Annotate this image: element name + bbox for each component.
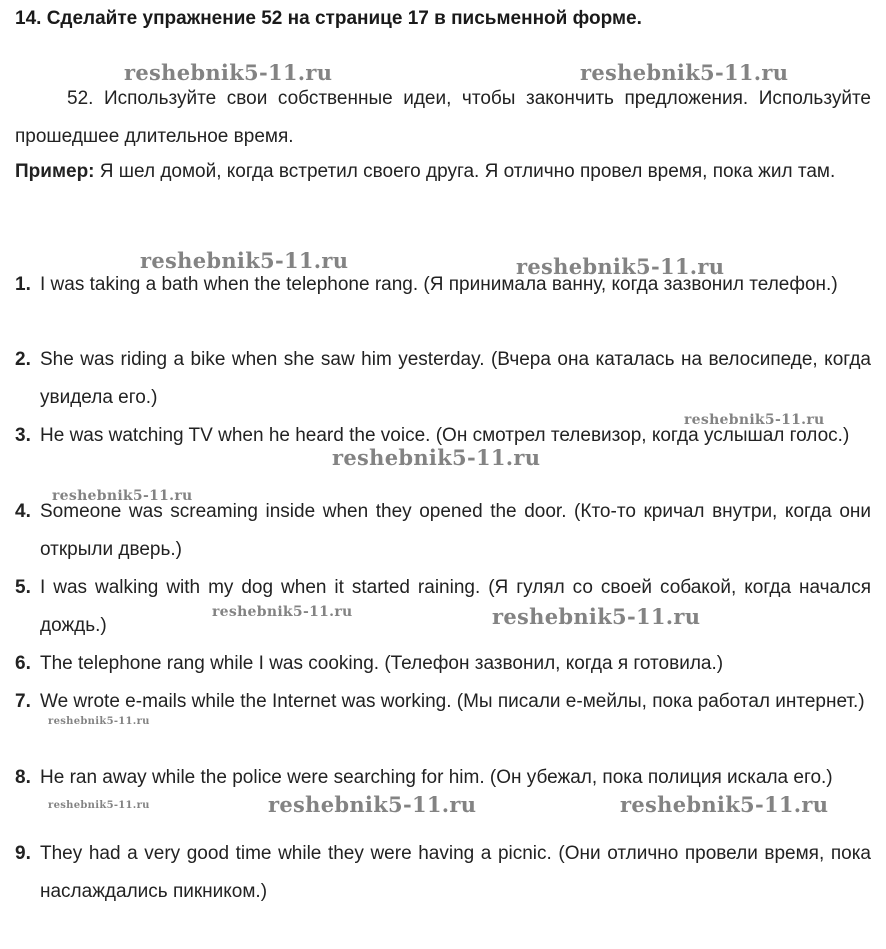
answer-item-1 — [15, 266, 871, 304]
answer-number: 3. — [15, 425, 31, 446]
answer-text: I was walking with my dog when it started raining. (Я гулял со своей собакой, когда начался дождь.) — [40, 577, 871, 636]
answer-number: 1. — [15, 274, 31, 295]
watermark: reshebnik5-11.ru — [124, 60, 333, 85]
watermark: reshebnik5-11.ru — [332, 445, 541, 470]
exercise-heading: 14. Сделайте упражнение 52 на странице 17 в письменной форме. — [15, 8, 642, 29]
answer-item-9 — [15, 835, 871, 911]
exercise-instructions: 52. Используйте свои собственные идеи, чтобы закончить предложения. Используйте прошедшее длительное время. — [15, 88, 871, 147]
answer-item-8 — [15, 759, 871, 797]
example-label: Пример: — [15, 161, 95, 182]
answer-item-3 — [15, 417, 871, 455]
watermark: reshebnik5-11.ru — [48, 716, 150, 727]
watermark: reshebnik5-11.ru — [620, 792, 829, 817]
example-text: Я шел домой, когда встретил своего друга. Я отлично провел время, пока жил там. — [94, 161, 836, 182]
answer-number: 4. — [15, 501, 31, 522]
watermark: reshebnik5-11.ru — [516, 254, 725, 279]
answer-text: He ran away while the police were searching for him. (Он убежал, пока полиция искала его.) — [40, 767, 833, 788]
answer-item-4 — [15, 493, 871, 569]
watermark: reshebnik5-11.ru — [48, 800, 150, 811]
watermark: reshebnik5-11.ru — [212, 604, 353, 620]
answer-item-2 — [15, 341, 871, 417]
answer-text: Someone was screaming inside when they opened the door. (Кто-то кричал внутри, когда они открыли дверь.) — [40, 501, 871, 560]
answer-number: 8. — [15, 767, 31, 788]
answer-number: 6. — [15, 653, 31, 674]
watermark: reshebnik5-11.ru — [140, 248, 349, 273]
watermark: reshebnik5-11.ru — [268, 792, 477, 817]
answer-number: 7. — [15, 691, 31, 712]
answer-item-5 — [15, 569, 871, 645]
answer-text: They had a very good time while they were having a picnic. (Они отлично провели время, пока наслаждались пикником.) — [40, 843, 871, 902]
watermark: reshebnik5-11.ru — [684, 412, 825, 428]
example-paragraph — [15, 153, 871, 191]
answer-text: The telephone rang while I was cooking. (Телефон зазвонил, когда я готовила.) — [40, 653, 724, 674]
answer-text: He was watching TV when he heard the voice. (Он смотрел телевизор, когда услышал голос.) — [40, 425, 850, 446]
answer-number: 5. — [15, 577, 31, 598]
answer-text: I was taking a bath when the telephone rang. (Я принимала ванну, когда зазвонил телефон.) — [40, 274, 838, 295]
watermark: reshebnik5-11.ru — [580, 60, 789, 85]
answer-text: She was riding a bike when she saw him yesterday. (Вчера она каталась на велосипеде, когда увидела его.) — [40, 349, 871, 408]
watermark: reshebnik5-11.ru — [52, 488, 193, 504]
answer-number: 9. — [15, 843, 31, 864]
answer-number: 2. — [15, 349, 31, 370]
answer-text: We wrote e-mails while the Internet was working. (Мы писали е-мейлы, пока работал интернет.) — [40, 691, 865, 712]
answer-item-6 — [15, 645, 871, 683]
answer-item-7 — [15, 683, 871, 721]
watermark: reshebnik5-11.ru — [492, 604, 701, 629]
